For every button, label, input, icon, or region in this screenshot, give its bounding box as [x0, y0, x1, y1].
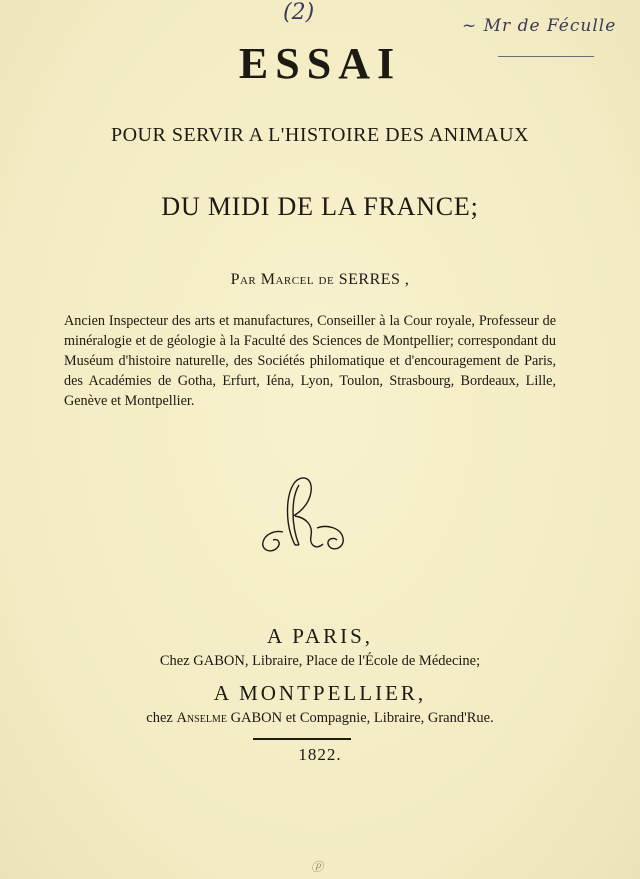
subtitle-line-1: POUR SERVIR A L'HISTOIRE DES ANIMAUX [110, 124, 529, 146]
handwritten-signature: ~ Mr de Féculle [462, 16, 617, 36]
publisher-monogram-icon [255, 470, 355, 560]
author-par: Par [230, 271, 257, 288]
imprint-address2-prefix: chez [146, 710, 173, 726]
imprint-address2-rest: GABON et Compagnie, Libraire, Grand'Rue. [230, 710, 494, 726]
imprint-place-paris: A PARIS, [266, 624, 374, 648]
subtitle-line-2: DU MIDI DE LA FRANCE; [161, 192, 479, 221]
book-title: ESSAI [238, 39, 402, 88]
author-credentials: Ancien Inspecteur des arts et manufactures, Conseiller à la Cour royale, Professeur de minéralogie et de géologie à la Faculté des Sciences de Montpellier; correspondant du Muséum d'histoire naturelle, des Sociétés philomatique et d'encouragement de Paris, des Académies de Gotha, Erfurt, Iéna, Lyon, Toulon, Strasbourg, Bordeaux, Lille, Genève et Montpellier. [64, 313, 556, 409]
author-name: Marcel de [260, 271, 335, 288]
imprint-place-montpellier: A MONTPELLIER, [213, 681, 427, 705]
imprint-address2-name: Anselme [176, 710, 227, 726]
handwritten-number: (2) [283, 0, 315, 25]
library-stamp-mark: ⓟ [311, 860, 324, 874]
publication-year: 1822. [298, 745, 342, 764]
year-rule [253, 738, 351, 740]
author-line [0, 271, 640, 289]
imprint-address-paris: Chez GABON, Libraire, Place de l'École de Médecine; [159, 653, 481, 669]
imprint-address-montpellier [0, 710, 640, 727]
author-surname: SERRES , [338, 271, 410, 288]
